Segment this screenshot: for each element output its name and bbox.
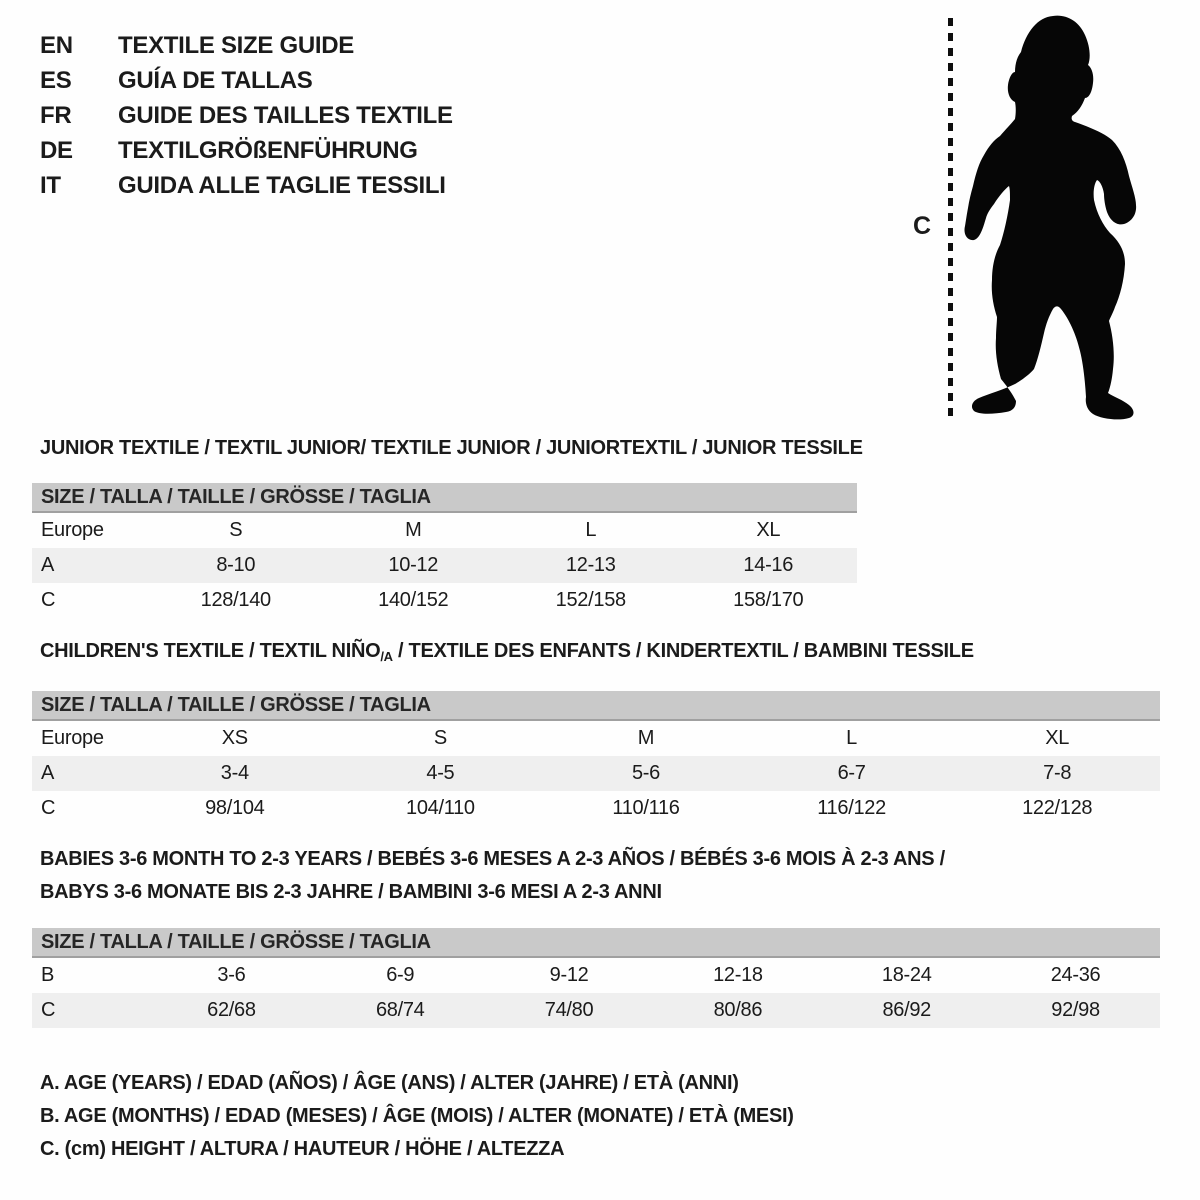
junior-size-header-bar: SIZE / TALLA / TAILLE / GRÖSSE / TAGLIA: [32, 483, 857, 513]
language-code: EN: [40, 31, 73, 59]
table-row: [32, 993, 1160, 1028]
table-row: [32, 721, 1160, 756]
size-cell: L: [585, 519, 597, 541]
table-row: [32, 756, 1160, 791]
language-title-block: [40, 28, 453, 203]
age-cell: 5-6: [631, 762, 660, 784]
height-cell: 104/110: [406, 797, 475, 819]
size-cell: M: [405, 519, 422, 541]
age-cell: 12-13: [565, 554, 616, 576]
language-row-it: [40, 168, 453, 203]
size-cell: XL: [756, 519, 781, 541]
size-cell: S: [229, 519, 243, 541]
height-cell: 110/116: [612, 797, 680, 819]
babies-section-title-line1: BABIES 3-6 MONTH TO 2-3 YEARS / BEBÉS 3-6 MESES A 2-3 AÑOS / BÉBÉS 3-6 MOIS À 2-3 ANS /: [40, 848, 945, 870]
legend-line-a: A. AGE (YEARS) / EDAD (AÑOS) / ÂGE (ANS) / ALTER (JAHRE) / ETÀ (ANNI): [40, 1072, 739, 1094]
children-section-title: [40, 641, 974, 663]
height-cell: 140/152: [378, 589, 449, 611]
size-cell: XS: [221, 727, 248, 749]
age-cell: 12-18: [713, 964, 763, 986]
language-code: FR: [40, 101, 72, 129]
height-cell: 68/74: [375, 999, 425, 1021]
height-cell: 74/80: [544, 999, 594, 1021]
row-label-c: C: [41, 999, 56, 1021]
language-row-es: [40, 63, 453, 98]
height-cell: 152/158: [555, 589, 626, 611]
table-row: [32, 583, 857, 618]
guide-title-en: TEXTILE SIZE GUIDE: [118, 31, 354, 59]
row-label-c: C: [41, 589, 56, 611]
height-cell: 116/122: [817, 797, 886, 819]
height-cell: 158/170: [733, 589, 804, 611]
size-cell: XL: [1045, 727, 1070, 749]
guide-title-es: GUÍA DE TALLAS: [118, 66, 313, 94]
legend-line-b: B. AGE (MONTHS) / EDAD (MESES) / ÂGE (MOIS) / ALTER (MONATE) / ETÀ (MESI): [40, 1105, 794, 1127]
row-label-a: A: [41, 762, 55, 784]
table-row: [32, 958, 1160, 993]
height-cell: 92/98: [1051, 999, 1100, 1021]
age-cell: 10-12: [388, 554, 439, 576]
size-cell: L: [846, 727, 857, 749]
babies-section-title-line2: BABYS 3-6 MONATE BIS 2-3 JAHRE / BAMBINI 3-6 MESI A 2-3 ANNI: [40, 881, 662, 903]
junior-size-table: [32, 483, 857, 618]
age-cell: 14-16: [743, 554, 794, 576]
baby-silhouette-icon: [958, 8, 1170, 436]
table-row: [32, 548, 857, 583]
age-cell: 8-10: [216, 554, 256, 576]
children-size-table: [32, 691, 1160, 826]
age-cell: 18-24: [881, 964, 932, 986]
row-label-b: B: [41, 964, 55, 986]
size-cell: S: [433, 727, 447, 749]
children-size-header-bar: SIZE / TALLA / TAILLE / GRÖSSE / TAGLIA: [32, 691, 1160, 721]
guide-title-de: TEXTILGRÖßENFÜHRUNG: [118, 136, 418, 164]
height-cell: 128/140: [200, 589, 271, 611]
age-cell: 3-4: [220, 762, 249, 784]
measurement-legend: [40, 1067, 794, 1166]
children-title-post: / TEXTILE DES ENFANTS / KINDERTEXTIL / BAMBINI TESSILE: [392, 640, 974, 662]
junior-section-title: JUNIOR TEXTILE / TEXTIL JUNIOR/ TEXTILE JUNIOR / JUNIORTEXTIL / JUNIOR TESSILE: [40, 437, 863, 459]
guide-title-fr: GUIDE DES TAILLES TEXTILE: [118, 101, 453, 129]
table-row: [32, 791, 1160, 826]
guide-title-it: GUIDA ALLE TAGLIE TESSILI: [118, 171, 446, 199]
age-cell: 24-36: [1050, 964, 1101, 986]
age-cell: 4-5: [426, 762, 455, 784]
age-cell: 7-8: [1043, 762, 1072, 784]
height-cell: 98/104: [205, 797, 265, 819]
language-row-en: [40, 28, 453, 63]
height-measure-dashed-line: [948, 18, 953, 418]
age-cell: 9-12: [549, 964, 589, 986]
children-title-pre: CHILDREN'S TEXTILE / TEXTIL NIÑO: [40, 640, 381, 662]
row-label-c: C: [41, 797, 56, 819]
age-cell: 3-6: [217, 964, 246, 986]
age-cell: 6-7: [837, 762, 866, 784]
language-code: ES: [40, 66, 72, 94]
age-cell: 6-9: [386, 964, 415, 986]
babies-size-header-bar: SIZE / TALLA / TAILLE / GRÖSSE / TAGLIA: [32, 928, 1160, 958]
language-row-de: [40, 133, 453, 168]
babies-size-table: [32, 928, 1160, 1028]
height-cell: 86/92: [882, 999, 931, 1021]
row-label-europe: Europe: [41, 727, 104, 749]
height-cell: 122/128: [1022, 797, 1093, 819]
height-cell: 80/86: [713, 999, 763, 1021]
table-row: [32, 513, 857, 548]
language-code: IT: [40, 171, 61, 199]
row-label-europe: Europe: [41, 519, 104, 541]
row-label-a: A: [41, 554, 55, 576]
legend-line-c: C. (cm) HEIGHT / ALTURA / HAUTEUR / HÖHE / ALTEZZA: [40, 1138, 565, 1160]
height-cell: 62/68: [207, 999, 256, 1021]
size-cell: M: [637, 727, 655, 749]
language-row-fr: [40, 98, 453, 133]
height-measure-label: C: [913, 212, 931, 240]
children-title-sub: /A: [380, 649, 393, 664]
language-code: DE: [40, 136, 73, 164]
